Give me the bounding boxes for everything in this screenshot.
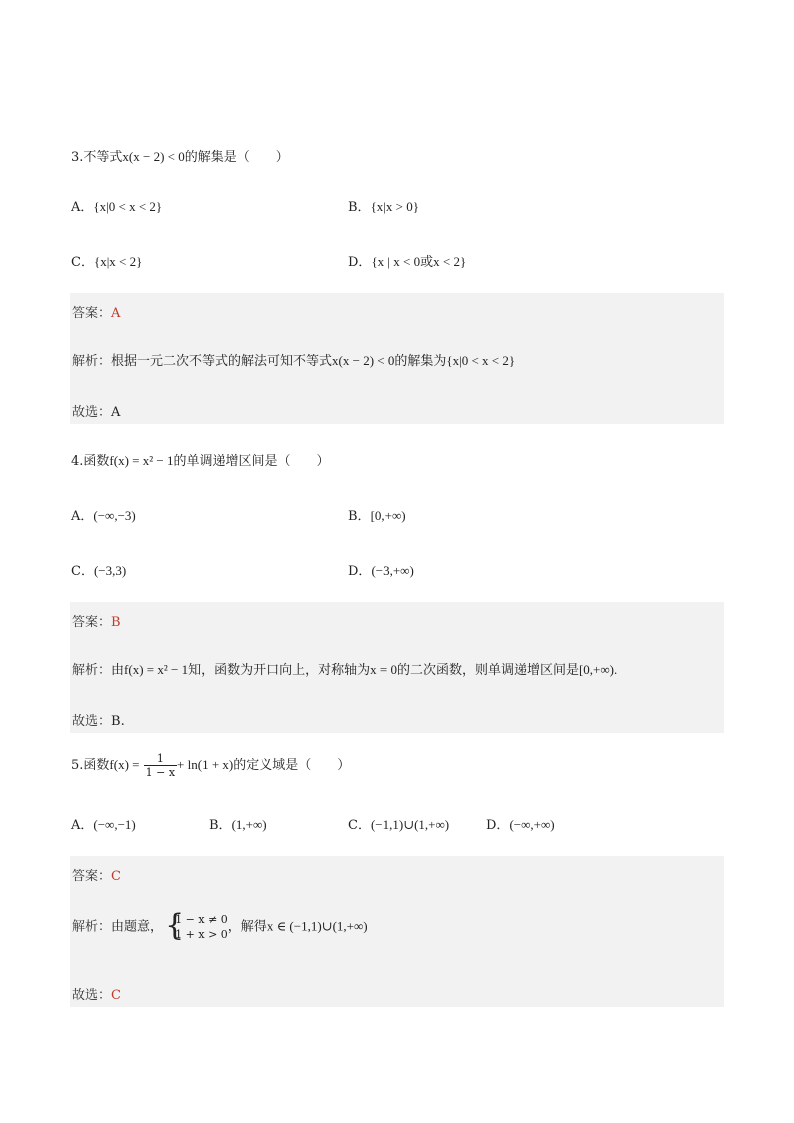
question-5-option-c (348, 814, 449, 833)
system-line: 1 + x > 0 (175, 928, 228, 941)
analysis-math: x = 0 (370, 662, 397, 677)
analysis-math: [0,+∞). (578, 662, 618, 677)
question-5-option-a (71, 814, 136, 833)
analysis-text: 的二次函数，则单调递增区间是 (396, 663, 579, 678)
choice-value: B. (111, 714, 125, 729)
analysis-math: {x|0 < x < 2} (446, 353, 516, 368)
analysis-label: 解析： (72, 919, 112, 935)
option-label: D． (486, 818, 510, 833)
analysis-label: 解析： (72, 354, 112, 369)
question-4-solution-box (70, 602, 724, 733)
analysis-text: 由题意， (111, 919, 164, 935)
question-4-option-d (348, 560, 414, 579)
choice-label: 故选： (72, 714, 112, 729)
analysis-line (72, 659, 617, 678)
question-3-solution-box (70, 293, 724, 424)
analysis-text: 由 (111, 663, 125, 678)
option-label: B． (348, 509, 371, 524)
fraction-denominator: 1 − x (145, 766, 176, 779)
option-label: C． (71, 564, 94, 579)
option-math: (−∞,+∞) (509, 817, 555, 832)
option-label: A． (71, 200, 94, 215)
option-math: (−3,+∞) (371, 563, 414, 578)
option-math: {x | x < 0 (371, 254, 421, 269)
analysis-math: x ∈ (−1,1)∪(1,+∞) (266, 918, 368, 934)
question-5-solution-box (70, 856, 724, 1007)
question-4-option-a (71, 505, 136, 524)
choice-label: 故选： (72, 988, 112, 1003)
question-4-option-c (71, 560, 126, 579)
option-label: D． (348, 564, 372, 579)
option-math: {x|x > 0} (370, 199, 419, 214)
answer-value: A (111, 306, 121, 321)
option-math: {x|0 < x < 2} (93, 199, 163, 214)
analysis-math: x(x − 2) < 0 (332, 353, 395, 368)
choice-line (72, 401, 120, 420)
option-math: (1,+∞) (231, 817, 267, 832)
option-math: (−1,1)∪(1,+∞) (370, 817, 450, 832)
analysis-line (72, 350, 515, 369)
answer-line (72, 302, 120, 321)
question-3-option-a (71, 196, 162, 215)
option-math: [0,+∞) (370, 508, 406, 523)
choice-value: A (111, 405, 121, 420)
answer-line (72, 865, 121, 884)
choice-line (72, 710, 125, 729)
question-5-option-b (209, 814, 267, 833)
option-math: (−3,3) (93, 563, 127, 578)
choice-label: 故选： (72, 405, 112, 420)
analysis-math: f(x) = x² − 1 (124, 662, 189, 677)
stem-math: + ln(1 + x) (177, 757, 234, 772)
stem-fraction (144, 752, 177, 779)
question-5-option-d (486, 814, 555, 833)
answer-line (72, 611, 121, 630)
stem-text: 的单调递增区间是（ ） (173, 454, 330, 469)
option-math: {x|x < 2} (93, 254, 143, 269)
option-math: (−∞,−3) (93, 508, 136, 523)
stem-text: 3.不等式 (71, 150, 123, 165)
question-3-option-b (348, 196, 419, 215)
option-label: B． (209, 818, 232, 833)
system-line: { 1 − x ≠ 0 (175, 913, 228, 926)
analysis-label: 解析： (72, 663, 112, 678)
analysis-text: 根据一元二次不等式的解法可知不等式 (111, 354, 333, 369)
question-5-stem (71, 752, 350, 779)
stem-text: 的定义域是（ ） (233, 758, 351, 773)
question-3-option-d (348, 251, 466, 270)
stem-text: 的解集是（ ） (184, 150, 289, 165)
option-label: D． (348, 255, 372, 270)
question-3-option-c (71, 251, 142, 270)
option-label: C． (348, 818, 371, 833)
answer-label: 答案： (72, 869, 112, 884)
option-label: A． (71, 818, 94, 833)
option-math: x < 2} (433, 254, 467, 269)
option-text: 或 (420, 255, 434, 270)
answer-label: 答案： (72, 615, 112, 630)
analysis-text: 的解集为 (394, 354, 447, 369)
answer-value: C (111, 869, 121, 884)
analysis-text: 知，函数为开口向上，对称轴为 (188, 663, 371, 678)
fraction-numerator: 1 (144, 752, 177, 766)
option-label: A． (71, 509, 94, 524)
question-3-stem (71, 146, 289, 165)
question-4-stem (71, 450, 329, 469)
stem-text: 5.函数 (71, 758, 110, 773)
analysis-line (72, 912, 368, 942)
option-label: C． (71, 255, 94, 270)
option-label: B． (348, 200, 371, 215)
equation-system (167, 912, 228, 942)
answer-value: B (111, 615, 121, 630)
stem-text: 4.函数 (71, 454, 110, 469)
stem-math: f(x) = x² − 1 (109, 453, 174, 468)
choice-value: C (111, 988, 121, 1003)
option-math: (−∞,−1) (93, 817, 136, 832)
analysis-text: ，解得 (227, 919, 267, 935)
answer-label: 答案： (72, 306, 112, 321)
question-4-option-b (348, 505, 406, 524)
stem-math: f(x) = (109, 757, 140, 772)
choice-line (72, 984, 121, 1003)
stem-math: x(x − 2) < 0 (122, 149, 185, 164)
